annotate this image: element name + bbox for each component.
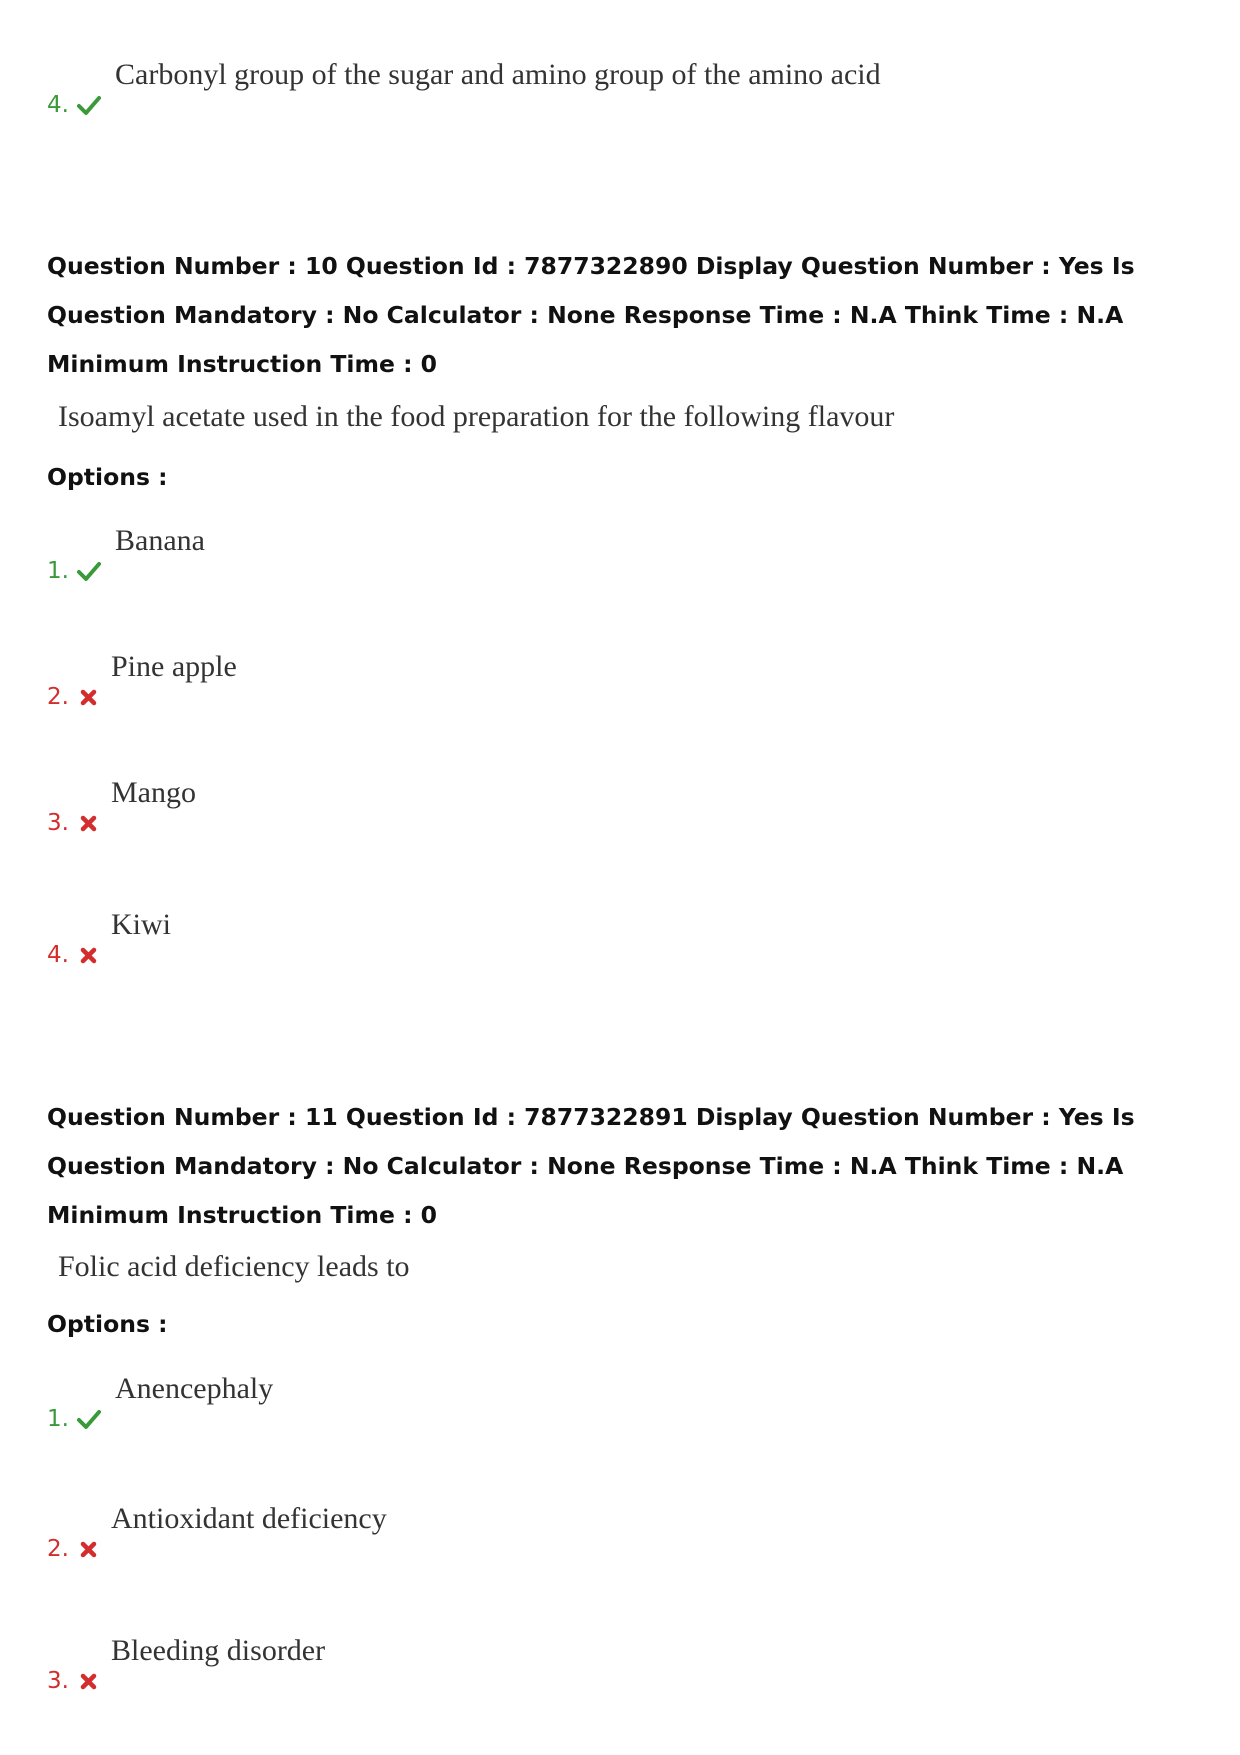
option-number: 1.: [47, 558, 69, 584]
option-number: 2.: [47, 684, 69, 710]
option-number: 2.: [47, 1536, 69, 1562]
option-wrong: [47, 1502, 1047, 1562]
cross-mark-icon: [77, 812, 101, 834]
cross-mark-icon: [77, 1538, 101, 1560]
cross-mark-icon: [77, 944, 101, 966]
option-correct: [47, 58, 1047, 118]
options-label: Options :: [47, 1310, 168, 1338]
question-meta: Question Number : 10 Question Id : 7877322890 Display Question Number : Yes Is Question Mandatory : No Calculator : None Response Time : N.A Think Time : N.A Minimum Instruction Time : 0: [47, 252, 1135, 378]
check-mark-icon: [77, 94, 101, 116]
option-number: 3.: [47, 1668, 69, 1694]
option-text: Anencephaly: [115, 1372, 274, 1405]
option-text: Carbonyl group of the sugar and amino group of the amino acid: [115, 58, 881, 91]
option-wrong: [47, 650, 1047, 710]
option-text: Antioxidant deficiency: [111, 1502, 387, 1535]
option-text: Banana: [115, 524, 205, 557]
check-mark-icon: [77, 1408, 101, 1430]
option-wrong: [47, 1634, 1047, 1694]
option-correct: [47, 524, 1047, 584]
option-wrong: [47, 776, 1047, 836]
option-correct: [47, 1372, 1047, 1432]
options-label: Options :: [47, 463, 168, 491]
cross-mark-icon: [77, 1670, 101, 1692]
option-number: 4.: [47, 92, 69, 118]
option-text: Kiwi: [111, 908, 171, 941]
question-meta: Question Number : 11 Question Id : 7877322891 Display Question Number : Yes Is Question Mandatory : No Calculator : None Response Time : N.A Think Time : N.A Minimum Instruction Time : 0: [47, 1103, 1135, 1229]
option-number: 3.: [47, 810, 69, 836]
option-number: 4.: [47, 942, 69, 968]
option-wrong: [47, 908, 1047, 968]
cross-mark-icon: [77, 686, 101, 708]
option-text: Bleeding disorder: [111, 1634, 326, 1667]
question-text: Isoamyl acetate used in the food preparation for the following flavour: [58, 400, 895, 433]
option-text: Pine apple: [111, 650, 237, 683]
check-mark-icon: [77, 560, 101, 582]
option-text: Mango: [111, 776, 196, 809]
option-number: 1.: [47, 1406, 69, 1432]
question-text: Folic acid deficiency leads to: [58, 1250, 410, 1283]
